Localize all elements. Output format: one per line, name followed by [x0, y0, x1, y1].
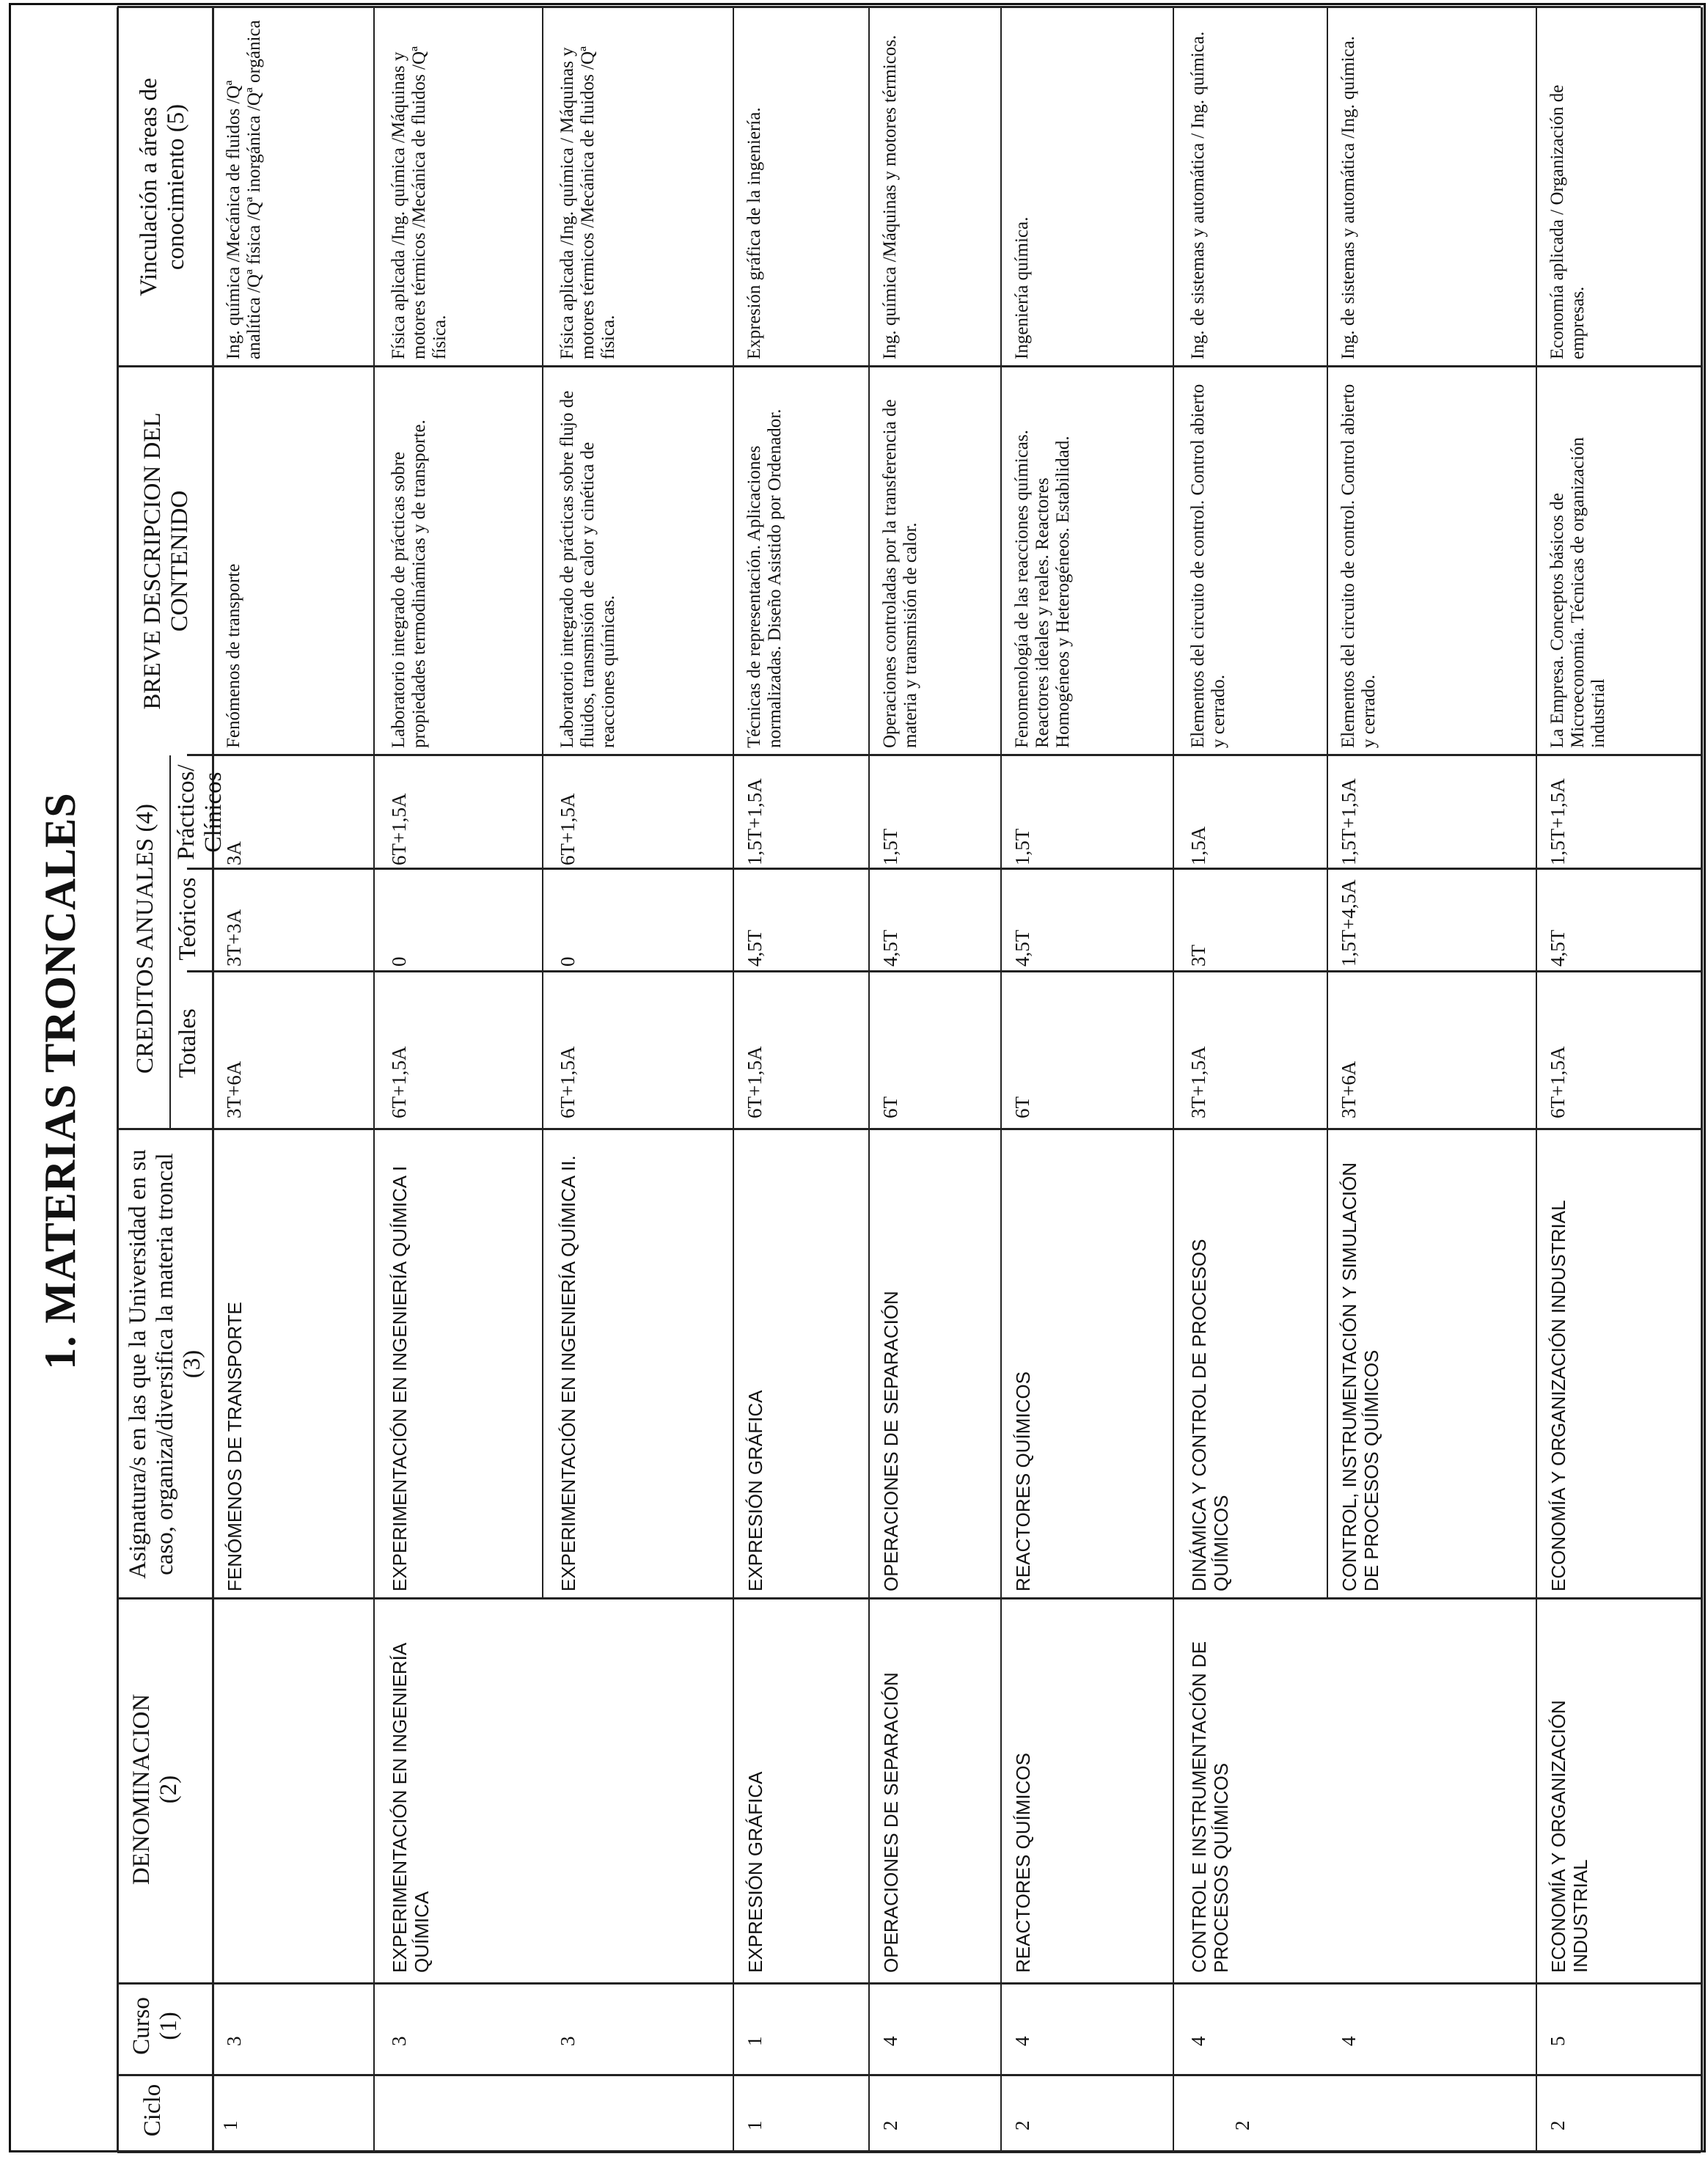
- cell-ciclo: 2: [1547, 2120, 1569, 2130]
- cell-descripcion: Elementos del circuito de control. Control abierto y cerrado.: [1338, 384, 1379, 748]
- header-teoricos: Teóricos: [175, 877, 201, 961]
- cell-asignatura: ECONOMÍA Y ORGANIZACIÓN INDUSTRIAL: [1547, 1200, 1569, 1591]
- column-rule: [117, 365, 1701, 367]
- cell-vinculacion: Expresión gráfica de la ingeniería.: [744, 107, 764, 359]
- header-practicos: Prácticos/ Clínicos: [173, 764, 227, 860]
- header-top-rule: [117, 7, 119, 2152]
- cell-teoricos: 4,5T: [1011, 929, 1033, 967]
- row-rule: [542, 7, 543, 1599]
- cell-asignatura: REACTORES QUÍMICOS: [1012, 1371, 1034, 1591]
- cell-totales: 6T+1,5A: [744, 1046, 766, 1118]
- cell-ciclo: 2: [1231, 2120, 1253, 2130]
- cell-denominacion: REACTORES QUÍMICOS: [1012, 1752, 1034, 1973]
- row-rule: [373, 7, 375, 2152]
- cell-curso: 1: [744, 2036, 766, 2046]
- cell-teoricos: 4,5T: [879, 929, 901, 967]
- cell-denominacion: CONTROL E INSTRUMENTACIÓN DE PROCESOS QUÍMICOS: [1188, 1641, 1232, 1973]
- cell-descripcion: Laboratorio integrado de prácticas sobre propiedades termodinámicas y de transporte.: [389, 419, 429, 748]
- cell-asignatura: CONTROL, INSTRUMENTACIÓN Y SIMULACIÓN DE PROCESOS QUÍMICOS: [1338, 1162, 1382, 1591]
- cell-teoricos: 4,5T: [744, 929, 766, 967]
- column-rule: [117, 2074, 1701, 2076]
- header-totales: Totales: [175, 1008, 201, 1078]
- header-vinculacion: Vinculación a áreas de conocimiento (5): [136, 78, 189, 296]
- cell-totales: 3T+6A: [1338, 1060, 1360, 1118]
- column-rule: [187, 970, 1701, 972]
- column-rule: [117, 1982, 1701, 1985]
- cell-totales: 3T+6A: [223, 1060, 245, 1118]
- cell-denominacion: ECONOMÍA Y ORGANIZACIÓN INDUSTRIAL: [1547, 1700, 1591, 1973]
- header-asignatura: Asignatura/s en las que la Universidad en su caso, organiza/diversifica la materia troncal (3): [125, 1149, 205, 1579]
- cell-vinculacion: Ing. química /Máquinas y motores térmicos.: [880, 34, 900, 359]
- column-rule: [187, 754, 1701, 756]
- header-denominacion: DENOMINACION (2): [128, 1693, 182, 1886]
- cell-practicos: 1,5A: [1187, 826, 1209, 865]
- column-rule: [117, 2151, 1701, 2153]
- cell-vinculacion: Física aplicada /Ing. química / Máquinas y motores térmicos /Mecánica de fluidos /Qª física.: [557, 46, 618, 359]
- cell-teoricos: 3T: [1187, 945, 1209, 967]
- cell-asignatura: EXPRESIÓN GRÁFICA: [744, 1390, 766, 1591]
- cell-asignatura: DINÁMICA Y CONTROL DE PROCESOS QUÍMICOS: [1188, 1239, 1232, 1591]
- page-title: 1. MATERIAS TRONCALES: [36, 792, 84, 1370]
- cell-denominacion: OPERACIONES DE SEPARACIÓN: [880, 1672, 902, 1973]
- cell-ciclo: 2: [1011, 2120, 1033, 2130]
- cell-curso: 4: [879, 2036, 901, 2046]
- table-bottom-rule: [1701, 7, 1703, 2152]
- row-rule: [1327, 7, 1328, 1599]
- cell-asignatura: EXPERIMENTACIÓN EN INGENIERÍA QUÍMICA II.: [557, 1155, 579, 1591]
- cell-teoricos: 3T+3A: [223, 909, 245, 967]
- cell-denominacion: EXPERIMENTACIÓN EN INGENIERÍA QUÍMICA: [389, 1644, 433, 1973]
- cell-curso: 5: [1547, 2036, 1569, 2046]
- cell-descripcion: Operaciones controladas por la transferencia de materia y transmisión de calor.: [880, 399, 920, 748]
- cell-totales: 6T+1,5A: [1547, 1046, 1569, 1118]
- cell-totales: 6T: [1011, 1096, 1033, 1118]
- header-ciclo: Ciclo: [139, 2084, 166, 2137]
- cell-descripcion: Fenómenos de transporte: [224, 563, 243, 748]
- row-rule: [1173, 7, 1174, 2152]
- cell-teoricos: 0: [557, 956, 579, 967]
- header-creditos: CREDITOS ANUALES (4): [132, 804, 158, 1074]
- cell-descripcion: Laboratorio integrado de prácticas sobre flujo de fluidos, transmisión de calor y cinética de reacciones químicas.: [557, 390, 618, 748]
- credit-subheader-rule: [169, 755, 171, 1129]
- cell-totales: 3T+1,5A: [1187, 1046, 1209, 1118]
- column-rule: [117, 1128, 1701, 1130]
- cell-totales: 6T: [879, 1096, 901, 1118]
- cell-practicos: 1,5T+1,5A: [1338, 778, 1360, 865]
- cell-curso: 3: [557, 2036, 579, 2046]
- cell-teoricos: 0: [388, 956, 410, 967]
- cell-practicos: 6T+1,5A: [388, 793, 410, 865]
- cell-totales: 6T+1,5A: [388, 1046, 410, 1118]
- header-curso: Curso (1): [128, 1997, 182, 2055]
- cell-teoricos: 4,5T: [1547, 929, 1569, 967]
- cell-vinculacion: Ing. de sistemas y automática /Ing. química.: [1338, 36, 1358, 359]
- cell-ciclo: 1: [219, 2120, 241, 2130]
- column-rule: [117, 6, 1701, 8]
- row-rule: [868, 7, 870, 2152]
- cell-ciclo: 1: [744, 2120, 766, 2130]
- cell-descripcion: Fenomenología de las reacciones químicas. Reactores ideales y reales. Reactores Homogéneos y Heterogéneos. Estabilidad.: [1012, 430, 1073, 748]
- header-descripcion: BREVE DESCRIPCION DEL CONTENIDO: [139, 412, 193, 710]
- cell-ciclo: 2: [879, 2120, 901, 2130]
- cell-practicos: 1,5T: [1011, 828, 1033, 865]
- cell-curso: 3: [223, 2036, 245, 2046]
- cell-descripcion: Elementos del circuito de control. Control abierto y cerrado.: [1188, 384, 1228, 748]
- column-rule: [187, 868, 1701, 870]
- cell-practicos: 6T+1,5A: [557, 793, 579, 865]
- cell-curso: 4: [1338, 2036, 1360, 2046]
- cell-vinculacion: Economía aplicada / Organización de empresas.: [1547, 84, 1588, 359]
- cell-vinculacion: Ingeniería química.: [1012, 216, 1032, 359]
- cell-practicos: 1,5T+1,5A: [1547, 778, 1569, 865]
- cell-curso: 4: [1187, 2036, 1209, 2046]
- header-bottom-rule: [212, 7, 214, 2152]
- cell-vinculacion: Ing. de sistemas y automática / Ing. química.: [1188, 31, 1208, 359]
- cell-totales: 6T+1,5A: [557, 1046, 579, 1118]
- cell-asignatura: FENÓMENOS DE TRANSPORTE: [224, 1302, 246, 1591]
- cell-curso: 4: [1011, 2036, 1033, 2046]
- cell-asignatura: EXPERIMENTACIÓN EN INGENIERÍA QUÍMICA I: [389, 1165, 411, 1591]
- cell-teoricos: 1,5T+4,5A: [1338, 879, 1360, 967]
- cell-practicos: 3A: [223, 841, 245, 865]
- cell-curso: 3: [388, 2036, 410, 2046]
- row-rule: [1000, 7, 1002, 2152]
- cell-asignatura: OPERACIONES DE SEPARACIÓN: [880, 1291, 902, 1591]
- cell-practicos: 1,5T: [879, 828, 901, 865]
- row-rule: [733, 7, 734, 2152]
- cell-vinculacion: Ing. química /Mecánica de fluidos /Qª analítica /Qª física /Qª inorgánica /Qª orgánica: [224, 20, 264, 359]
- row-rule: [1536, 7, 1537, 2152]
- cell-practicos: 1,5T+1,5A: [744, 778, 766, 865]
- cell-descripcion: La Empresa. Conceptos básicos de Microeconomía. Técnicas de organización industrial: [1547, 437, 1608, 748]
- cell-denominacion: EXPRESIÓN GRÁFICA: [744, 1771, 766, 1973]
- column-rule: [117, 1597, 1701, 1599]
- cell-descripcion: Técnicas de representación. Aplicaciones normalizadas. Diseño Asistido por Ordenador.: [744, 408, 785, 748]
- cell-vinculacion: Física aplicada /Ing. química /Máquinas y motores térmicos /Mecánica de fluidos /Qª física.: [389, 46, 450, 359]
